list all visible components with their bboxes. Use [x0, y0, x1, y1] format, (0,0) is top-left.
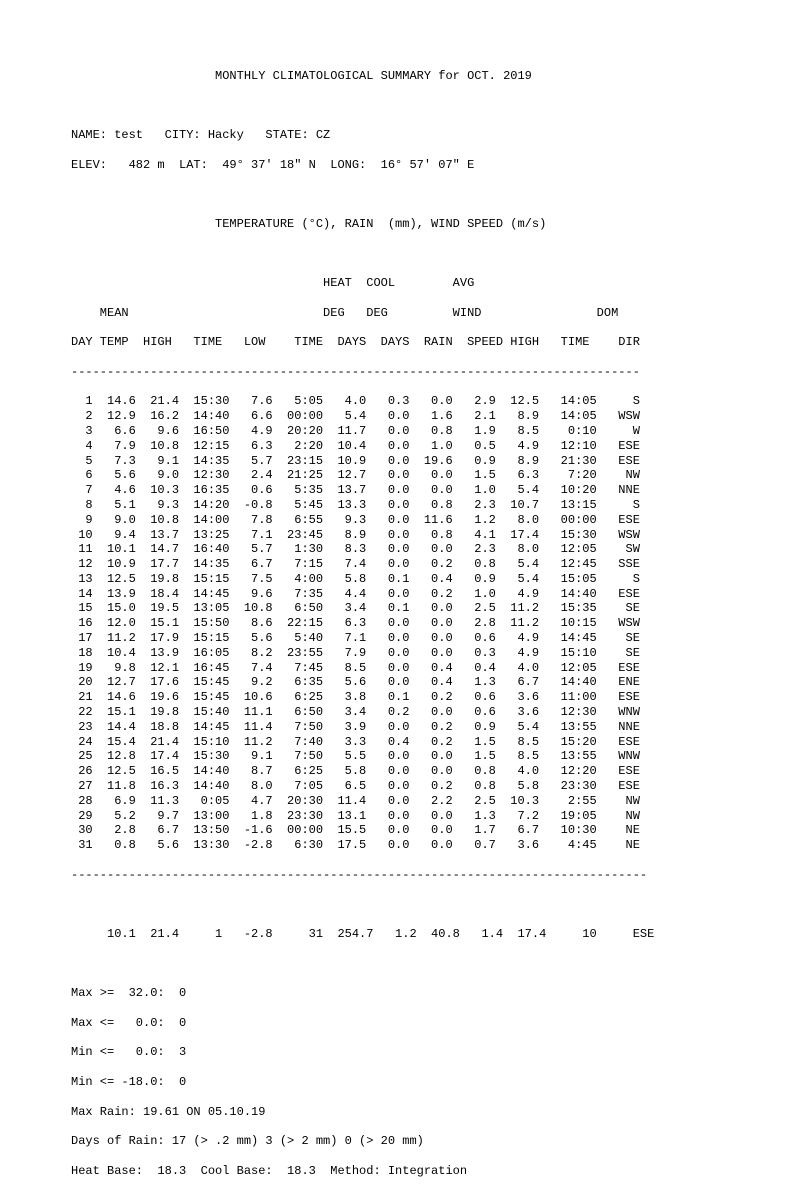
spacer [71, 98, 654, 113]
footer-max-ge: Max >= 32.0: 0 [71, 986, 187, 1001]
table-header-line-1: HEAT COOL AVG [71, 275, 475, 290]
table-row: 13 12.5 19.8 15:15 7.5 4:00 5.8 0.1 0.4 0.9 5.4 15:05 S [71, 571, 640, 586]
table-row: 16 12.0 15.1 15:50 8.6 22:15 6.3 0.0 0.0 2.8 11.2 10:15 WSW [71, 616, 640, 631]
table-row: 12 10.9 17.7 14:35 6.7 7:15 7.4 0.0 0.2 0.8 5.4 12:45 SSE [71, 557, 640, 572]
table-row: 7 4.6 10.3 16:35 0.6 5:35 13.7 0.0 0.0 1.0 5.4 10:20 NNE [71, 483, 640, 498]
spacer [71, 957, 654, 972]
table-header-line-2: MEAN DEG DEG WIND DOM [71, 305, 619, 320]
table-row: 2 12.9 16.2 14:40 6.6 00:00 5.4 0.0 1.6 2.1 8.9 14:05 WSW [71, 409, 640, 424]
table-row: 14 13.9 18.4 14:45 9.6 7:35 4.4 0.0 0.2 1.0 4.9 14:40 ESE [71, 586, 640, 601]
table-header-line-3: DAY TEMP HIGH TIME LOW TIME DAYS DAYS RAIN SPEED HIGH TIME DIR [71, 335, 640, 350]
spacer [71, 187, 654, 202]
table-separator-bottom: -------------------------------------------------------------------------------- [71, 867, 648, 882]
table-row: 8 5.1 9.3 14:20 -0.8 5:45 13.3 0.0 0.8 2.3 10.7 13:15 S [71, 497, 640, 512]
units-line: TEMPERATURE (°C), RAIN (mm), WIND SPEED (m/s) [71, 216, 547, 231]
footer-max-rain: Max Rain: 19.61 ON 05.10.19 [71, 1104, 266, 1119]
table-row: 23 14.4 18.8 14:45 11.4 7:50 3.9 0.0 0.2 0.9 5.4 13:55 NNE [71, 719, 640, 734]
footer-bases: Heat Base: 18.3 Cool Base: 18.3 Method: Integration [71, 1163, 468, 1178]
location-info: ELEV: 482 m LAT: 49° 37' 18" N LONG: 16° 57' 07" E [71, 157, 475, 172]
table-row: 18 10.4 13.9 16:05 8.2 23:55 7.9 0.0 0.0 0.3 4.9 15:10 SE [71, 645, 640, 660]
table-row: 11 10.1 14.7 16:40 5.7 1:30 8.3 0.0 0.0 2.3 8.0 12:05 SW [71, 542, 640, 557]
spacer [71, 246, 654, 261]
table-row: 31 0.8 5.6 13:30 -2.8 6:30 17.5 0.0 0.0 0.7 3.6 4:45 NE [71, 838, 640, 853]
table-row: 6 5.6 9.0 12:30 2.4 21:25 12.7 0.0 0.0 1.5 6.3 7:20 NW [71, 468, 640, 483]
table-row: 30 2.8 6.7 13:50 -1.6 00:00 15.5 0.0 0.0 1.7 6.7 10:30 NE [71, 823, 640, 838]
table-row: 15 15.0 19.5 13:05 10.8 6:50 3.4 0.1 0.0 2.5 11.2 15:35 SE [71, 601, 640, 616]
table-row: 27 11.8 16.3 14:40 8.0 7:05 6.5 0.0 0.2 0.8 5.8 23:30 ESE [71, 779, 640, 794]
table-row: 22 15.1 19.8 15:40 11.1 6:50 3.4 0.2 0.0 0.6 3.6 12:30 WNW [71, 705, 640, 720]
table-row: 29 5.2 9.7 13:00 1.8 23:30 13.1 0.0 0.0 1.3 7.2 19:05 NW [71, 808, 640, 823]
table-row: 17 11.2 17.9 15:15 5.6 5:40 7.1 0.0 0.0 0.6 4.9 14:45 SE [71, 631, 640, 646]
table-row: 5 7.3 9.1 14:35 5.7 23:15 10.9 0.0 19.6 0.9 8.9 21:30 ESE [71, 453, 640, 468]
table-row: 4 7.9 10.8 12:15 6.3 2:20 10.4 0.0 1.0 0.5 4.9 12:10 ESE [71, 438, 640, 453]
footer-days-of-rain: Days of Rain: 17 (> .2 mm) 3 (> 2 mm) 0 (> 20 mm) [71, 1134, 424, 1149]
climatological-report [71, 54, 654, 1193]
table-separator: ------------------------------------------------------------------------------- [71, 364, 640, 379]
spacer [71, 897, 654, 912]
table-row: 28 6.9 11.3 0:05 4.7 20:30 11.4 0.0 2.2 2.5 10.3 2:55 NW [71, 793, 640, 808]
table-row: 19 9.8 12.1 16:45 7.4 7:45 8.5 0.0 0.4 0.4 4.0 12:05 ESE [71, 660, 640, 675]
table-row: 1 14.6 21.4 15:30 7.6 5:05 4.0 0.3 0.0 2.9 12.5 14:05 S [71, 394, 640, 409]
table-row: 21 14.6 19.6 15:45 10.6 6:25 3.8 0.1 0.2 0.6 3.6 11:00 ESE [71, 690, 640, 705]
table-row: 10 9.4 13.7 13:25 7.1 23:45 8.9 0.0 0.8 4.1 17.4 15:30 WSW [71, 527, 640, 542]
footer-min-le-18: Min <= -18.0: 0 [71, 1074, 187, 1089]
daily-rows [71, 394, 654, 853]
table-row: 25 12.8 17.4 15:30 9.1 7:50 5.5 0.0 0.0 1.5 8.5 13:55 WNW [71, 749, 640, 764]
footer-max-le: Max <= 0.0: 0 [71, 1015, 187, 1030]
report-title: MONTHLY CLIMATOLOGICAL SUMMARY for OCT. 2019 [71, 68, 532, 83]
station-info: NAME: test CITY: Hacky STATE: CZ [71, 127, 331, 142]
totals-row: 10.1 21.4 1 -2.8 31 254.7 1.2 40.8 1.4 17.4 10 ESE [71, 927, 655, 942]
table-row: 20 12.7 17.6 15:45 9.2 6:35 5.6 0.0 0.4 1.3 6.7 14:40 ENE [71, 675, 640, 690]
table-row: 24 15.4 21.4 15:10 11.2 7:40 3.3 0.4 0.2 1.5 8.5 15:20 ESE [71, 734, 640, 749]
table-row: 9 9.0 10.8 14:00 7.8 6:55 9.3 0.0 11.6 1.2 8.0 00:00 ESE [71, 512, 640, 527]
footer-min-le-0: Min <= 0.0: 3 [71, 1045, 187, 1060]
table-row: 26 12.5 16.5 14:40 8.7 6:25 5.8 0.0 0.0 0.8 4.0 12:20 ESE [71, 764, 640, 779]
table-row: 3 6.6 9.6 16:50 4.9 20:20 11.7 0.0 0.8 1.9 8.5 0:10 W [71, 423, 640, 438]
